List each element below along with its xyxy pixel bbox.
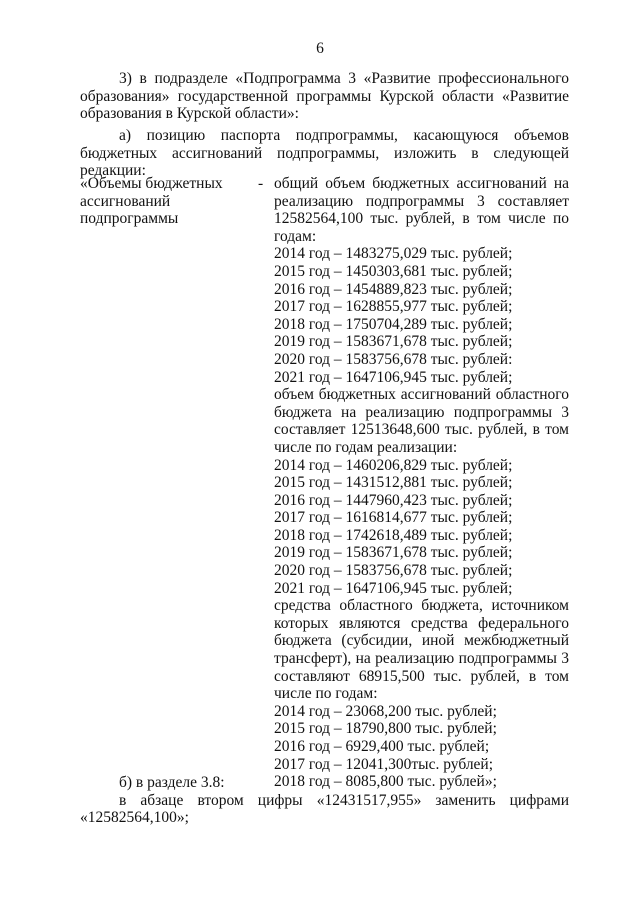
text-line: «12582564,100»; [80, 809, 189, 827]
paragraph-a [80, 127, 569, 180]
text-line: образования» государственной программы Курской области «Развитие [80, 87, 569, 105]
text-line: в абзаце втором цифры «12431517,955» заменить цифрами [119, 791, 569, 809]
text-line: б) в разделе 3.8: [119, 774, 225, 791]
section-3-intro [80, 70, 569, 123]
right-line: 2014 год – 23068,200 тыс. рублей; [274, 702, 497, 720]
right-line: средства областного бюджета, источником [274, 597, 569, 615]
right-line: 2017 год – 1616814,677 тыс. рублей; [274, 509, 513, 527]
right-line: 2016 год – 1454889,823 тыс. рублей; [274, 280, 513, 298]
right-line: 2019 год – 1583671,678 тыс. рублей; [274, 544, 513, 562]
text-line: образования в Курской области»: [80, 105, 299, 123]
table-right-column [274, 175, 569, 791]
right-line: 2020 год – 1583756,678 тыс. рублей: [274, 350, 513, 368]
right-line: бюджета (субсидии, иной межбюджетный [274, 632, 569, 650]
right-line: 2020 год – 1583756,678 тыс. рублей; [274, 562, 513, 580]
page-number: 6 [316, 40, 324, 57]
paragraph-b [80, 774, 569, 827]
text-line: бюджетных ассигнований подпрограммы, изложить в следующей [80, 144, 569, 162]
right-line: 2016 год – 1447960,423 тыс. рублей; [274, 491, 513, 509]
right-line: бюджета на реализацию подпрограммы 3 [274, 403, 569, 421]
right-line: годам: [274, 227, 317, 245]
right-line: объем бюджетных ассигнований областного [274, 386, 569, 404]
right-line: 2018 год – 8085,800 тыс. рублей»; [274, 773, 497, 791]
table-left-column [80, 175, 240, 228]
left-line: ассигнований [80, 192, 171, 210]
right-line: 12582564,100 тыс. рублей, в том числе по [274, 210, 569, 228]
right-line: реализацию подпрограммы 3 составляет [274, 192, 569, 210]
right-line: общий объем бюджетных ассигнований на [274, 175, 569, 192]
right-line: составляют 68915,500 тыс. рублей, в том [274, 667, 569, 685]
text-line: редакции: [80, 162, 146, 180]
right-line: составляет 12513648,600 тыс. рублей, в том [274, 421, 569, 439]
right-line: 2014 год – 1460206,829 тыс. рублей; [274, 456, 513, 474]
right-line: 2017 год – 12041,300тыс. рублей; [274, 755, 494, 773]
right-line: 2018 год – 1750704,289 тыс. рублей; [274, 315, 513, 333]
right-line: 2014 год – 1483275,029 тыс. рублей; [274, 245, 513, 263]
right-line: числе по годам реализации: [274, 438, 458, 456]
right-line: которых являются средства федерального [274, 614, 569, 632]
right-line: 2021 год – 1647106,945 тыс. рублей; [274, 579, 513, 597]
right-line: 2018 год – 1742618,489 тыс. рублей; [274, 526, 513, 544]
right-line: 2015 год – 18790,800 тыс. рублей; [274, 720, 497, 738]
table-dash: - [258, 175, 264, 192]
right-line: 2017 год – 1628855,977 тыс. рублей; [274, 298, 513, 316]
right-line: 2015 год – 1450303,681 тыс. рублей; [274, 262, 513, 280]
right-line: трансферт), на реализацию подпрограммы 3 [274, 650, 569, 668]
right-line: числе по годам: [274, 685, 378, 703]
right-line: 2021 год – 1647106,945 тыс. рублей; [274, 368, 513, 386]
left-line: подпрограммы [80, 210, 179, 228]
text-line: 3) в подразделе «Подпрограмма 3 «Развитие профессионального [119, 70, 569, 87]
right-line: 2016 год – 6929,400 тыс. рублей; [274, 738, 490, 755]
text-line: а) позицию паспорта подпрограммы, касающуюся объемов [119, 127, 569, 144]
right-line: 2015 год – 1431512,881 тыс. рублей; [274, 474, 513, 492]
right-line: 2019 год – 1583671,678 тыс. рублей; [274, 333, 513, 351]
left-line: «Объемы бюджетных [80, 175, 223, 192]
